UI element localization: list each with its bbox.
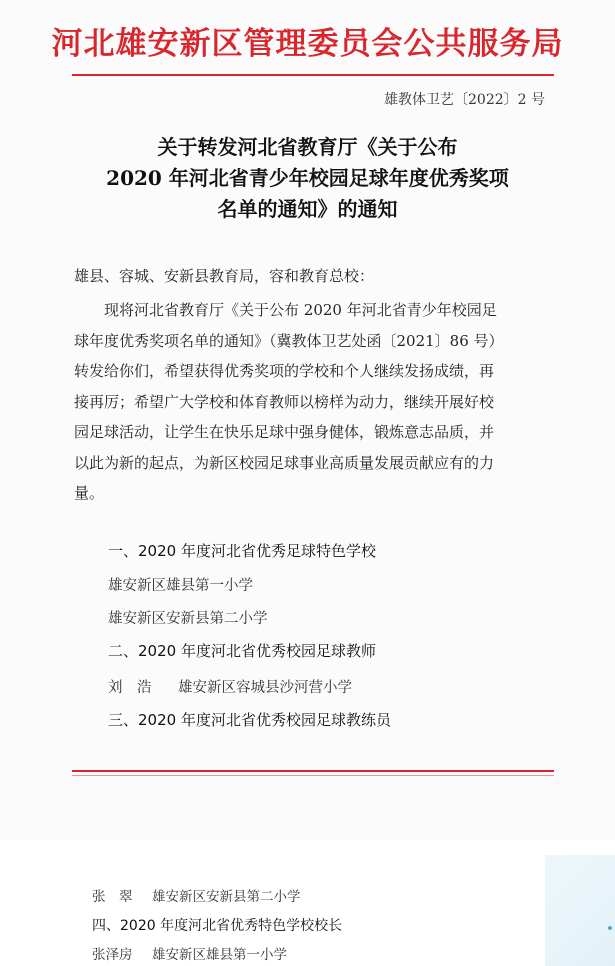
body-line: 现将河北省教育厅《关于公布 2020 年河北省青少年校园足 <box>104 301 497 319</box>
entry-org: 雄安新区容城县沙河营小学 <box>178 680 352 696</box>
footer-red-rule <box>72 770 554 772</box>
body-line: 园足球活动，让学生在快乐足球中强身健体，锻炼意志品质，并 <box>74 423 495 441</box>
section-heading-1: 一、2020 年度河北省优秀足球特色学校 <box>108 542 376 560</box>
document-number: 雄教体卫艺〔2022〕2 号 <box>384 92 545 108</box>
entry-org: 雄安新区安新县第二小学 <box>152 889 301 905</box>
org-header-title: 河北雄安新区管理委员会公共服务局 <box>51 26 564 62</box>
body-line: 量。 <box>74 484 105 502</box>
section-heading-4: 四、2020 年度河北省优秀特色学校校长 <box>92 918 343 934</box>
body-line: 转发给你们，希望获得优秀奖项的学校和个人继续发扬成绩，再 <box>74 362 495 380</box>
footer-red-rule-thin <box>72 775 554 776</box>
entry-org: 雄安新区雄县第一小学 <box>152 947 287 963</box>
entry-name: 刘 浩 <box>108 680 152 696</box>
side-decoration <box>545 855 615 966</box>
addressee-line: 雄县、容城、安新县教育局，容和教育总校： <box>74 267 375 285</box>
body-line: 以此为新的起点，为新区校园足球事业高质量发展贡献应有的力 <box>74 453 495 472</box>
document-page-2 <box>0 855 615 966</box>
body-paragraph <box>74 295 562 509</box>
entry-name: 张泽房 <box>92 947 133 963</box>
body-line: 球年度优秀奖项名单的通知》（冀教体卫艺处函〔2021〕86 号） <box>74 331 504 350</box>
title-line: 名单的通知》的通知 <box>217 197 398 221</box>
entry-name: 张 翠 <box>92 889 133 905</box>
award-entry <box>108 574 253 595</box>
title-line: 2020 年河北省青少年校园足球年度优秀奖项 <box>106 166 509 190</box>
decor-dot <box>608 926 612 930</box>
award-entry <box>108 607 268 628</box>
award-entry <box>108 676 352 697</box>
body-line: 接再厉；希望广大学校和体育教师以榜样为动力，继续开展好校 <box>74 392 495 411</box>
section-heading-2: 二、2020 年度河北省优秀校园足球教师 <box>108 642 376 660</box>
title-line: 关于转发河北省教育厅《关于公布 <box>157 135 458 159</box>
section-heading-3: 三、2020 年度河北省优秀校园足球教练员 <box>108 711 391 729</box>
document-title <box>40 132 575 225</box>
award-entry <box>92 943 287 963</box>
entry-org: 雄安新区安新县第二小学 <box>108 611 268 627</box>
award-entry <box>92 885 301 905</box>
entry-org: 雄安新区雄县第一小学 <box>108 578 253 594</box>
header-red-rule <box>72 74 554 76</box>
